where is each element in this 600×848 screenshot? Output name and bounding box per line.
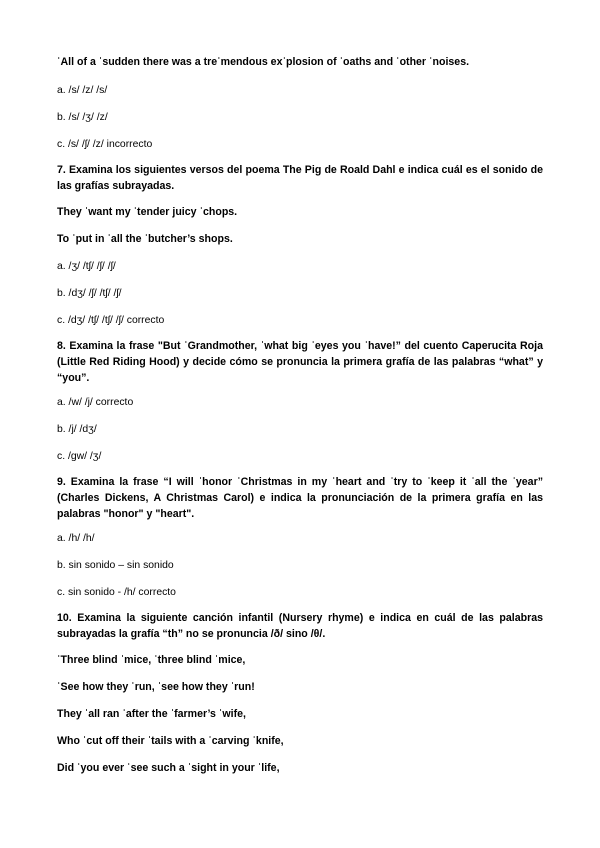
q8-option-c: c. /gw/ /ʒ/ <box>57 451 102 462</box>
q7-option-a: a. /ʒ/ /tʃ/ /ʃ/ /ʃ/ <box>57 261 116 272</box>
q10-verse-1: ˈThree blind ˈmice, ˈthree blind ˈmice, <box>57 654 246 666</box>
question-7-prompt: 7. Examina los siguientes versos del poema The Pig de Roald Dahl e indica cuál es el sonido de las grafías subrayadas. <box>57 164 543 192</box>
q10-verse-2: ˈSee how they ˈrun, ˈsee how they ˈrun! <box>57 681 255 693</box>
q8-option-b: b. /j/ /dʒ/ <box>57 424 97 435</box>
q7-verse-2: To ˈput in ˈall the ˈbutcher’s shops. <box>57 233 233 245</box>
question-9-prompt: 9. Examina la frase “I will ˈhonor ˈChristmas in my ˈheart and ˈtry to ˈkeep it ˈall the ˈyear” (Charles Dickens, A Christmas Carol) e indica la pronunciación de la primera grafía en las palabras "honor" y "heart". <box>57 476 543 520</box>
q9-option-c: c. sin sonido - /h/ correcto <box>57 587 176 598</box>
q6-option-c: c. /s/ /ʃ/ /z/ incorrecto <box>57 139 153 150</box>
question-10-prompt: 10. Examina la siguiente canción infantil (Nursery rhyme) e indica en cuál de las palabras subrayadas la grafía “th” no se pronuncia /ð/ sino /θ/. <box>57 612 543 640</box>
q10-verse-5: Did ˈyou ever ˈsee such a ˈsight in your ˈlife, <box>57 762 280 774</box>
q10-verse-4: Who ˈcut off their ˈtails with a ˈcarving ˈknife, <box>57 735 284 747</box>
q6-option-a: a. /s/ /z/ /s/ <box>57 85 108 96</box>
q7-option-b: b. /dʒ/ /ʃ/ /tʃ/ /ʃ/ <box>57 288 122 299</box>
q7-option-c: c. /dʒ/ /tʃ/ /tʃ/ /ʃ/ correcto <box>57 315 165 326</box>
q9-option-a: a. /h/ /h/ <box>57 533 95 544</box>
sentence-q6: ˈAll of a ˈsudden there was a treˈmendous exˈplosion of ˈoaths and ˈother ˈnoises. <box>57 56 470 68</box>
q7-verse-1: They ˈwant my ˈtender juicy ˈchops. <box>57 206 238 218</box>
q8-option-a: a. /w/ /j/ correcto <box>57 397 134 408</box>
q9-option-b: b. sin sonido – sin sonido <box>57 560 174 571</box>
q6-option-b: b. /s/ /ʒ/ /z/ <box>57 112 108 123</box>
q10-verse-3: They ˈall ran ˈafter the ˈfarmer’s ˈwife, <box>57 708 246 720</box>
question-8-prompt: 8. Examina la frase "But ˈGrandmother, ˈwhat big ˈeyes you ˈhave!” del cuento Caperucita Roja (Little Red Riding Hood) y decide cómo se pronuncia la primera grafía de las palabras “what” y “you”. <box>57 340 543 384</box>
